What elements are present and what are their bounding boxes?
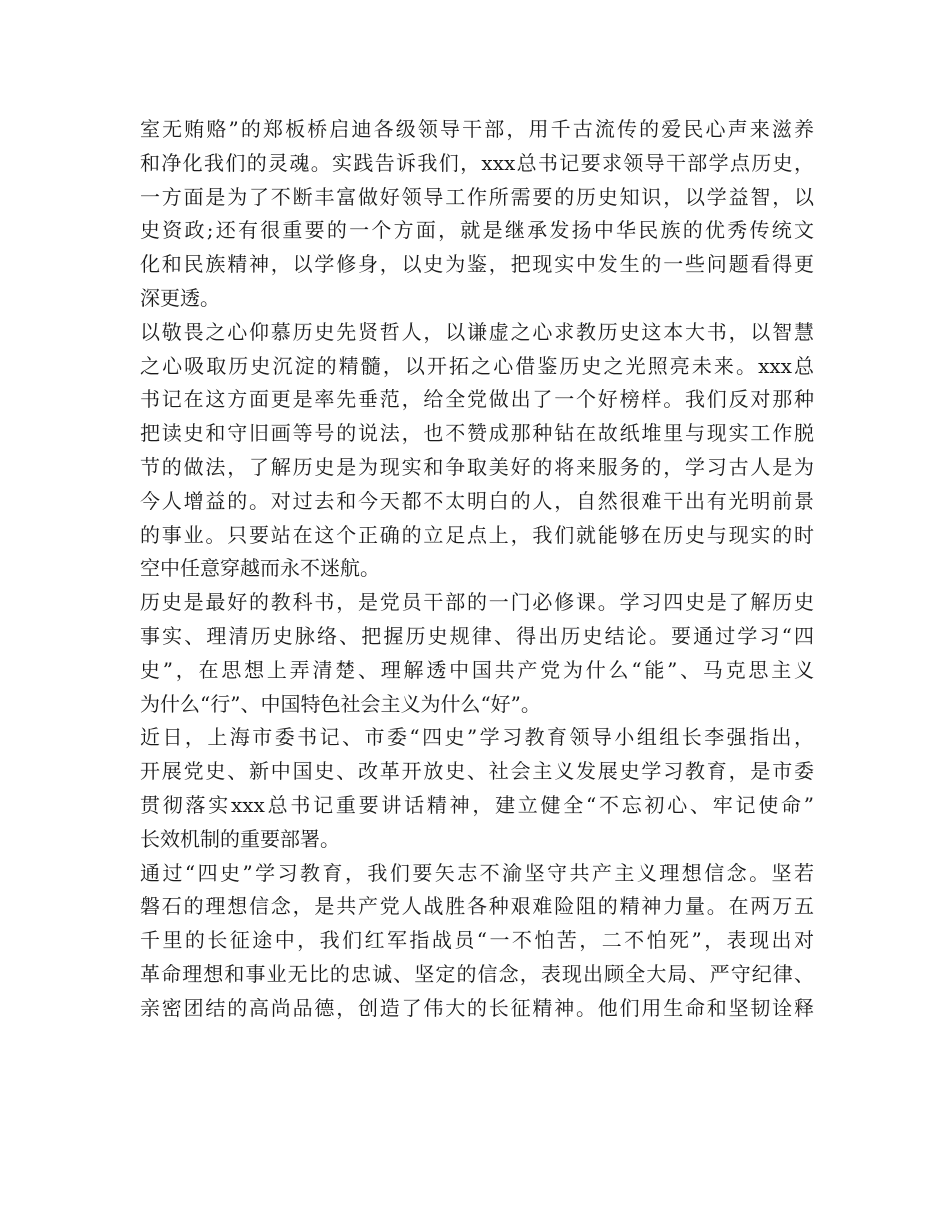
text-line: 革命理想和事业无比的忠诚、坚定的信念，表现出顾全大局、严守纪律、 bbox=[140, 961, 814, 986]
paragraph bbox=[140, 316, 830, 586]
text-line: 史资政;还有很重要的一个方面，就是继承发扬中华民族的优秀传统文 bbox=[140, 218, 814, 243]
text-line: 室无贿赂”的郑板桥启迪各级领导干部，用千古流传的爱民心声来滋养 bbox=[140, 117, 814, 141]
text-line: 磐石的理想信念，是共产党人战胜各种艰难险阻的精神力量。在两万五 bbox=[140, 894, 814, 919]
text-line: 事实、理清历史脉络、把握历史规律、得出历史结论。要通过学习“四 bbox=[140, 623, 814, 648]
text-line: 之心吸取历史沉淀的精髓，以开拓之心借鉴历史之光照亮未来。xxx总 bbox=[140, 353, 814, 378]
text-line: 化和民族精神，以学修身，以史为鉴，把现实中发生的一些问题看得更 bbox=[140, 252, 814, 277]
text-line: 千里的长征途中，我们红军指战员“一不怕苦，二不怕死”，表现出对 bbox=[140, 928, 814, 953]
text-line: 节的做法，了解历史是为现实和争取美好的将来服务的，学习古人是为 bbox=[140, 454, 814, 479]
text-line: 空中任意穿越而永不迷航。 bbox=[140, 556, 380, 581]
text-line: 亲密团结的高尚品德，创造了伟大的长征精神。他们用生命和坚韧诠释 bbox=[140, 995, 814, 1020]
text-line: 把读史和守旧画等号的说法，也不赞成那种钻在故纸堆里与现实工作脱 bbox=[140, 421, 814, 446]
text-line: 开展党史、新中国史、改革开放史、社会主义发展史学习教育，是市委 bbox=[140, 759, 814, 784]
text-line: 长效机制的重要部署。 bbox=[140, 826, 340, 851]
paragraph bbox=[140, 586, 830, 721]
text-line: 史”，在思想上弄清楚、理解透中国共产党为什么“能”、马克思主义 bbox=[140, 657, 814, 682]
text-line: 深更透。 bbox=[140, 285, 220, 310]
text-line: 贯彻落实xxx总书记重要讲话精神，建立健全“不忘初心、牢记使命” bbox=[140, 792, 814, 817]
text-line: 书记在这方面更是率先垂范，给全党做出了一个好榜样。我们反对那种 bbox=[140, 387, 814, 412]
text-line: 今人增益的。对过去和今天都不太明白的人，自然很难干出有光明前景 bbox=[140, 488, 814, 513]
text-line: 和净化我们的灵魂。实践告诉我们，xxx总书记要求领导干部学点历史， bbox=[140, 150, 814, 175]
text-line: 历史是最好的教科书，是党员干部的一门必修课。学习四史是了解历史 bbox=[140, 590, 814, 615]
text-line: 为什么“行”、中国特色社会主义为什么“好”。 bbox=[140, 691, 541, 716]
text-line: 的事业。只要站在这个正确的立足点上，我们就能够在历史与现实的时 bbox=[140, 522, 814, 547]
text-line: 以敬畏之心仰慕历史先贤哲人，以谦虚之心求教历史这本大书，以智慧 bbox=[140, 319, 814, 344]
paragraph bbox=[140, 113, 830, 316]
text-line: 一方面是为了不断丰富做好领导工作所需要的历史知识，以学益智，以 bbox=[140, 184, 814, 209]
body-text bbox=[140, 113, 830, 1026]
paragraph bbox=[140, 721, 830, 856]
text-line: 通过“四史”学习教育，我们要矢志不渝坚守共产主义理想信念。坚若 bbox=[140, 860, 814, 885]
paragraph bbox=[140, 857, 830, 1026]
text-line: 近日，上海市委书记、市委“四史”学习教育领导小组组长李强指出， bbox=[140, 725, 814, 750]
